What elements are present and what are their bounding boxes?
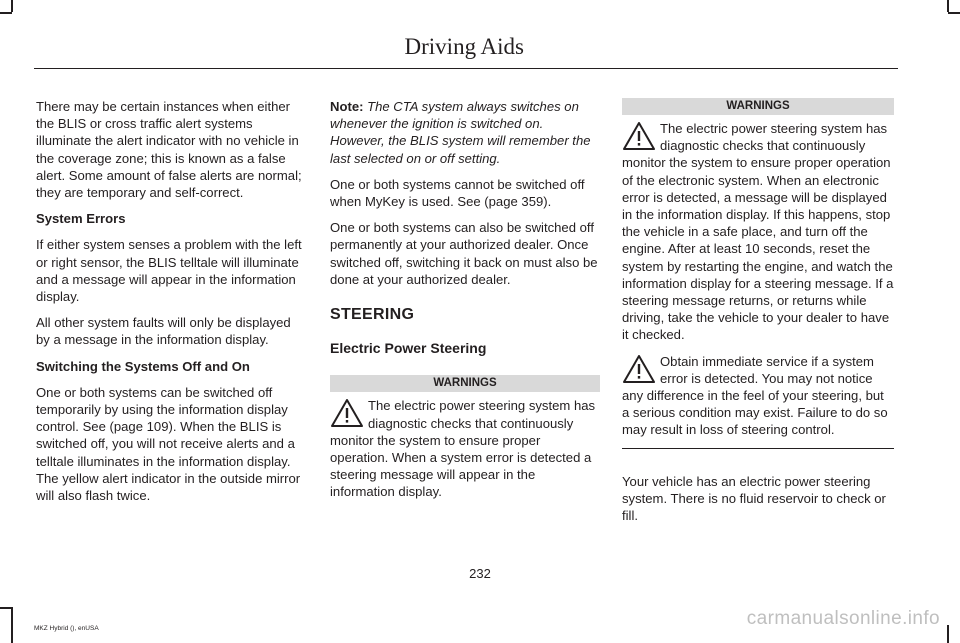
warning-triangle-icon	[330, 398, 364, 428]
footer-doc-id: MKZ Hybrid (), enUSA	[34, 625, 99, 632]
paragraph: There may be certain instances when either the BLIS or cross traffic alert systems illuminate the alert indicator with no vehicle in the coverage zone; this is known as a false alert. Some amount of false alerts are normal; they are temporary and self-correct.	[36, 99, 302, 201]
warning-text: The electric power steering system has diagnostic checks that continuously monitor the system to ensure proper operation. When a system error is detected a steering message will appear in the information display.	[330, 398, 596, 500]
crop-mark	[948, 12, 960, 14]
crop-mark	[0, 607, 12, 609]
warning-text: Obtain immediate service if a system error is detected. You may not notice any difference in the feel of your steering, but a serious condition may exist. Failure to do so may result in loss of steering control.	[622, 353, 888, 438]
note-text: The CTA system always switches on whenever the ignition is switched on. However, the BLIS system will remember the last selected on or off setting.	[330, 99, 591, 166]
page-number: 232	[469, 566, 491, 581]
page-title: Driving Aids	[404, 34, 524, 59]
warning-end-rule	[622, 448, 894, 449]
warnings-header: WARNINGS	[330, 375, 600, 392]
watermark: carmanualsonline.info	[746, 608, 940, 629]
warning-block	[330, 397, 600, 500]
column-right	[622, 98, 894, 533]
heading-steering: STEERING	[330, 306, 415, 324]
warning-text: The electric power steering system has diagnostic checks that continuously monitor the system to ensure proper operation of the electronic system. When an electronic error is detected, a message will be displayed in the information display. If this happens, stop the vehicle in a safe place, and turn off the engine. After at least 10 seconds, reset the system by restarting the engine, and watch the information display for a steering message. If a steering message returns, or returns while driving, take the vehicle to your dealer to have it checked.	[622, 121, 894, 343]
paragraph: If either system senses a problem with the left or right sensor, the BLIS telltale will illuminate and a message will appear in the information display.	[36, 237, 302, 305]
paragraph: Your vehicle has an electric power steering system. There is no fluid reservoir to check or fill.	[622, 473, 886, 524]
warning-block	[622, 120, 894, 344]
warning-block	[622, 353, 894, 439]
crop-mark	[947, 0, 949, 12]
warnings-header: WARNINGS	[622, 98, 894, 115]
note	[330, 98, 600, 167]
heading-electric-power-steering: Electric Power Steering	[330, 340, 487, 357]
paragraph: One or both systems can be switched off temporarily by using the information display control. See (page 109). When the BLIS is switched off, you will not receive alerts and a telltale illuminates in the information display. The yellow alert indicator in the outside mirror will also flash twice.	[36, 384, 301, 504]
warning-triangle-icon	[622, 121, 656, 151]
heading-switching: Switching the Systems Off and On	[36, 358, 250, 374]
warning-triangle-icon	[622, 354, 656, 384]
column-middle	[330, 98, 600, 510]
column-left	[36, 98, 306, 513]
header-divider	[34, 68, 898, 69]
crop-mark	[947, 625, 949, 643]
crop-mark	[11, 607, 13, 643]
paragraph: One or both systems can also be switched off permanently at your authorized dealer. Once switched off, switching it back on must also be done at your authorized dealer.	[330, 220, 598, 287]
heading-system-errors: System Errors	[36, 211, 126, 227]
paragraph: All other system faults will only be displayed by a message in the information display.	[36, 315, 291, 348]
crop-mark	[11, 0, 13, 12]
crop-mark	[0, 12, 12, 14]
note-label: Note:	[330, 99, 364, 114]
paragraph: One or both systems cannot be switched off when MyKey is used. See (page 359).	[330, 176, 585, 210]
